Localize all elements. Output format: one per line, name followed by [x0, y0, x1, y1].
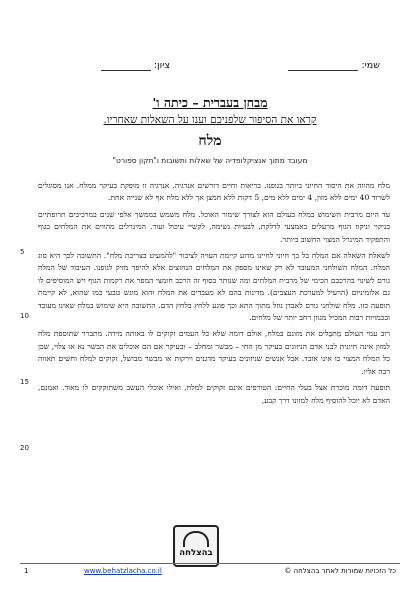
behatzlacha-logo [173, 525, 219, 567]
story-source: מעובד מתוך אנציקלופדיה של שאלות ותשובות ו"תקון ספורט" [112, 156, 308, 165]
paragraph: לשאלת השאלה אם המלח כל כך חיוני לחיינו מדוע קיימת העויה לציבור "להמעיט בצריכת מלח". התשובה לכך היא סוג המלח. המלח השולחני המעובד לא רק שאינו מספק את המלחים הנחוצים אלא להיפך מזיק לגופנו. העיבוד של המלח גורם לשינוי בהרכבם הכימי של מרבית המלחים ומה שנותר בסוף זה הרכב חומצי המפר את רקמות הגוף ויש המוסיפים לו גם אלומיניום (הרעיל למערכת העצבים). מדינות בהם לא מעבדים את המלח והוא מוגש טבעי כמו שהוא, לא קיימת תופעה כזו. מלח שולחני גורם לאבדן נוזל מתוך התא וכך פוגע ללחץ בלחץ הדם. התשובה היא שימוש במלח שאינו מעובד ובכמויות רבות המכיל מגוון רחב יותר של מלחים. [38, 251, 390, 323]
story-title: מלח [198, 133, 222, 149]
footer-divider [20, 563, 400, 564]
line-number: 5 [20, 248, 25, 256]
line-number: 10 [20, 312, 29, 320]
paragraph: רוב עמי העולם מַתבַּלים את מזונם במלח, אולם דומה שלא כל העמים זקוקים לו באותה מידה. מתברר שתוספת מלח למזון אינה חיונית לבני אדם הניזונים בעיקר מן החי – מבשר ומחלב – ובעיקר אם הם אוכלים את הבשר נא או צלוי, שכן כל המלח המצוי בו אינו אובד. אבל אנשים שניזונים בעיקר מדגנים וירקות או מבשר מבושל, זקוקים למלח וחשים תאווה רבה אליו. [38, 329, 390, 376]
grade-field [101, 60, 170, 71]
line-number: 15 [20, 378, 29, 386]
grade-label: ציון: [153, 60, 170, 71]
site-link[interactable]: www.behatzlacha.co.il [84, 567, 162, 575]
name-field [288, 60, 380, 71]
paragraph: עד היום מרבית השימוש במלח בעולם הוא לצורך שימור האוכל. מלח משמש בממשך אלפי שנים במרכיבים תרופתיים בניקוי וניקוז הגוף מרעלים כאמצעי לדלקת, לבעיות נשימה, לקשיי עיכול ועוד. המינרלים מהווים את המלחים בגוף והתפקיד המינרל המצוי החשוב ביותר. [38, 209, 390, 244]
line-number: 20 [20, 444, 29, 452]
instruction-text: קראו את הסיפור שלפניכם וענו על השאלות שאחריו. [103, 114, 317, 126]
arch-icon [183, 531, 209, 547]
page-number: 1 [24, 567, 29, 575]
name-line [288, 60, 358, 71]
copyright-text: כל הזכויות שמורות לאתר בהצלחה © [284, 567, 396, 575]
exam-title: מבחן בעברית – כיתה ו' [152, 95, 268, 110]
name-label: שמי: [361, 60, 380, 71]
paragraph: מלח מהווה את היסוד החיוני ביותר בגופנו. בריאות וחיים דורשים אנרגיה. אנרגיה זו מופקת בעיקר ממלח. אנו מסוגלים לשרוד 40 ימים ללא מזון, 4 ימים ללא מים, 5 דקות ללא חמצן אך ללא מלח אף לא שנייה אחת. [38, 181, 390, 203]
paragraph: תופעה דומה מוכרת אצל בעלי החיים: הטורפים אינם זקוקים למלח, ואילו אוכלי העשב משתוקקים לו מאוד. ואמנם, האדם לא יוכל להוסיף מלח למזונו דרך קבע, [38, 383, 390, 405]
story-body [38, 180, 390, 407]
grade-line [101, 60, 151, 71]
logo-text: בהצלחה [179, 548, 213, 558]
